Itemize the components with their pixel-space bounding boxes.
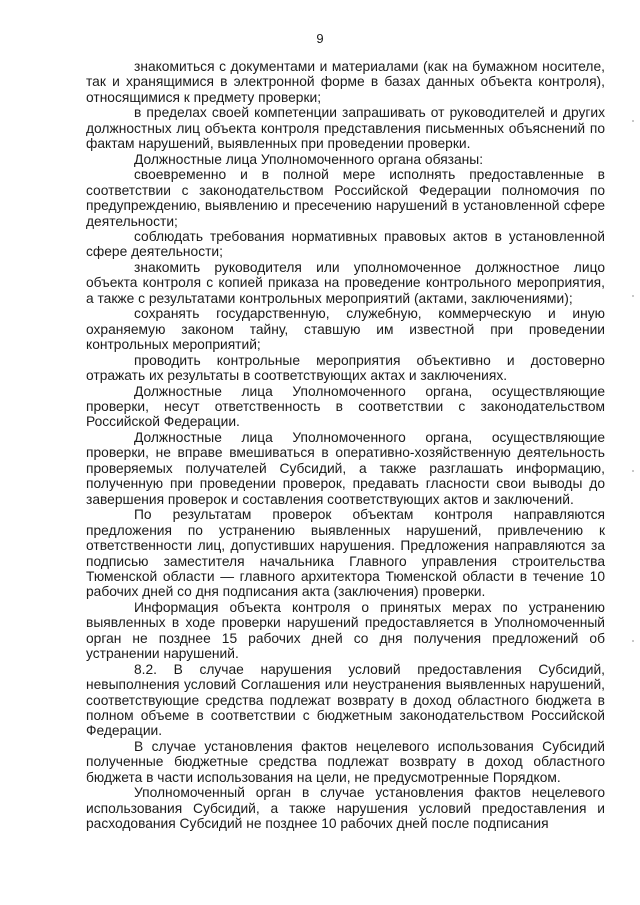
- paragraph: Должностные лица Уполномоченного органа, осуществляющие проверки, несут ответственность в соответствии с законодательством Российской Федерации.: [86, 383, 605, 430]
- paragraph: Информация объекта контроля о принятых мерах по устранению выявленных в ходе проверки нарушений предоставляется в Уполномоченный орган не позднее 15 рабочих дней со дня получения предложений об устранении нарушений.: [86, 599, 605, 662]
- paragraph: Должностные лица Уполномоченного органа обязаны:: [134, 151, 484, 167]
- paragraph: Должностные лица Уполномоченного органа, осуществляющие проверки, не вправе вмешиваться в оперативно-хозяйственную деятельность проверяемых получателей Субсидий, а также разглашать информацию, полученную при проведении проверок, предавать гласности свои выводы до завершения проверок и составления соответствующих актов и заключений.: [86, 429, 605, 507]
- paragraph: В случае установления фактов нецелевого использования Субсидий полученные бюджетные средства подлежат возврату в доход областного бюджета в части использования на цели, не предусмотренные Порядком.: [86, 738, 605, 785]
- paragraph: 8.2. В случае нарушения условий предоставления Субсидий, невыполнения условий Соглашения или неустранения выявленных нарушений, соответствующие средства подлежат возврату в доход областного бюджета в полном объеме в соответствии с бюджетным законодательством Российской Федерации.: [86, 661, 605, 739]
- paragraph: знакомить руководителя или уполномоченное должностное лицо объекта контроля с копией приказа на проведение контрольного мероприятия, а также с результатами контрольных мероприятий (актами, заключениями);: [86, 259, 605, 306]
- paragraph: По результатам проверок объектам контроля направляются предложения по устранению выявленных нарушений, привлечению к ответственности лиц, допустивших нарушения. Предложения направляются за подписью заместителя начальника Главного управления строительства Тюменской области — главного архитектора Тюменской области в течение 10 рабочих дней со дня подписания акта (заключения) проверки.: [86, 507, 605, 600]
- paragraph: своевременно и в полной мере исполнять предоставленные в соответствии с законодательством Российской Федерации полномочия по предупреждению, выявлению и пресечению нарушений в установленной сфере деятельности;: [86, 167, 605, 229]
- scan-speck: [632, 470, 634, 472]
- scan-speck: [632, 295, 634, 297]
- paragraph: проводить контрольные мероприятия объективно и достоверно отражать их результаты в соответствующих актах и заключениях.: [86, 352, 605, 384]
- paragraph: Уполномоченный орган в случае установления фактов нецелевого использования Субсидий, а также нарушения условий предоставления и расходования Субсидий не позднее 10 рабочих дней после подписания: [86, 785, 605, 832]
- paragraph: знакомиться с документами и материалами (как на бумажном носителе, так и хранящимися в электронной форме в базах данных объекта контроля), относящимися к предмету проверки;: [86, 59, 605, 105]
- document-body: [86, 59, 605, 832]
- paragraph: сохранять государственную, служебную, коммерческую и иную охраняемую законом тайну, ставшую им известной при проведении контрольных мероприятий;: [86, 306, 605, 353]
- scan-speck: [632, 120, 634, 122]
- paragraph: соблюдать требования нормативных правовых актов в установленной сфере деятельности;: [86, 228, 605, 260]
- paragraph: в пределах своей компетенции запрашивать от руководителей и других должностных лиц объекта контроля представления письменных объяснений по фактам нарушений, выявленных при проведении проверки.: [86, 105, 605, 152]
- page-number: 9: [316, 31, 324, 46]
- scan-speck: [632, 640, 634, 642]
